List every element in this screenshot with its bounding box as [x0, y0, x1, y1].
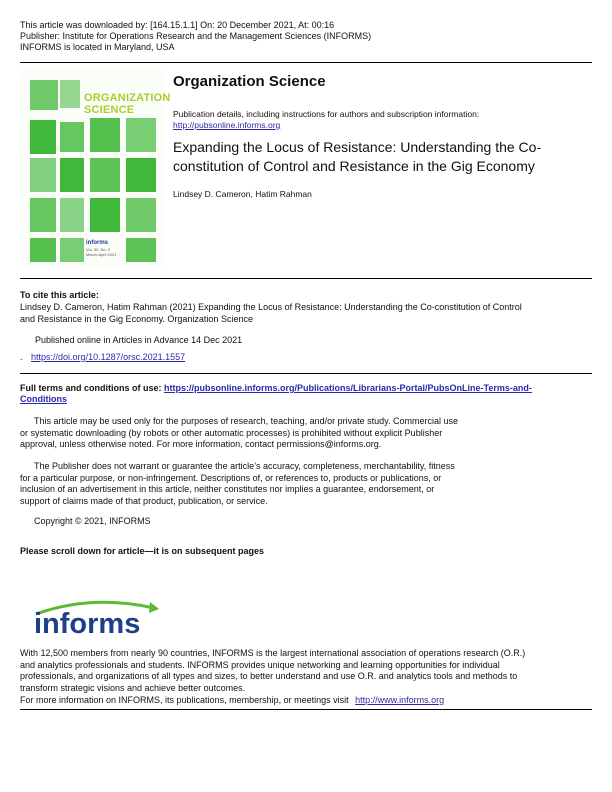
download-info: This article was downloaded by: [164.15.1.1] On: 20 December 2021, At: 00:16: [20, 20, 335, 30]
journal-cover-image: [20, 70, 171, 266]
more-info-line: [20, 695, 444, 707]
informs-logo-text: informs: [34, 608, 141, 640]
footer-divider: [20, 709, 592, 710]
journal-name: Organization Science: [173, 73, 326, 90]
pubsonline-link[interactable]: http://pubsonline.informs.org: [173, 120, 281, 130]
informs-description: With 12,500 members from nearly 90 countries, INFORMS is the largest international association of operations research (O.R.) and analytics professionals and students. INFORMS provides unique networking and learning opportunities for individual professionals, and organizations of all types and sizes, to better understand and use O.R. and analytics tools and methods to transform strategic visions and achieve better outcomes.: [20, 648, 526, 693]
publisher-info: Publisher: Institute for Operations Research and the Management Sciences (INFORMS): [20, 31, 372, 41]
warranty-paragraph: The Publisher does not warrant or guarantee the article’s accuracy, completeness, merchantability, fitness for a particular purpose, or non-infringement. Descriptions of, or references to, products or publications, or inclusion of an advertisement in this article, neither constitutes nor implies a guarantee, endorsement, or support of claims made of that product, publication, or service.: [20, 461, 455, 506]
article-authors: Lindsey D. Cameron, Hatim Rahman: [173, 189, 312, 199]
terms-link-continued[interactable]: Conditions: [20, 394, 67, 404]
terms-link[interactable]: https://pubsonline.informs.org/Publications/Librarians-Portal/PubsOnLine-Terms-and-: [164, 383, 532, 393]
publisher-location: INFORMS is located in Maryland, USA: [20, 42, 175, 52]
copyright: Copyright © 2021, INFORMS: [34, 516, 151, 526]
cover-divider: [20, 278, 592, 279]
doi-prefix: .: [20, 352, 23, 362]
citation-text: Lindsey D. Cameron, Hatim Rahman (2021) Expanding the Locus of Resistance: Understanding the Co-constitution of Control and Resistance in the Gig Economy. Organization Science: [20, 302, 522, 324]
cover-title: ORGANIZATION SCIENCE: [84, 92, 171, 116]
terms-label: Full terms and conditions of use:: [20, 383, 162, 393]
cover-issue-info: Vol. 32, No. 2 March-April 2021: [86, 247, 117, 257]
doi-link[interactable]: https://doi.org/10.1287/orsc.2021.1557: [31, 352, 186, 362]
doi-line: [20, 352, 185, 364]
more-info-text: For more information on INFORMS, its publications, membership, or meetings visit: [20, 695, 349, 705]
cover-informs-logo: informs: [86, 240, 109, 246]
terms-divider: [20, 373, 592, 374]
terms-block: [20, 383, 532, 395]
cite-heading: To cite this article:: [20, 290, 99, 300]
scroll-note: Please scroll down for article—it is on subsequent pages: [20, 546, 265, 556]
usage-paragraph: This article may be used only for the purposes of research, teaching, and/or private study. Commercial use or systematic downloading (by robots or other automatic processes) is prohibited without explicit Publisher approval, unless otherwise noted. For more information, contact permissions@informs.org.: [20, 416, 459, 449]
publication-details: Publication details, including instructions for authors and subscription information:: [173, 109, 480, 119]
informs-website-link[interactable]: http://www.informs.org: [355, 695, 445, 705]
informs-logo: [32, 600, 162, 640]
article-title: Expanding the Locus of Resistance: Understanding the Co- constitution of Control and Resistance in the Gig Economy: [173, 139, 542, 174]
published-online: Published online in Articles in Advance 14 Dec 2021: [35, 335, 243, 345]
header-divider: [20, 62, 592, 63]
